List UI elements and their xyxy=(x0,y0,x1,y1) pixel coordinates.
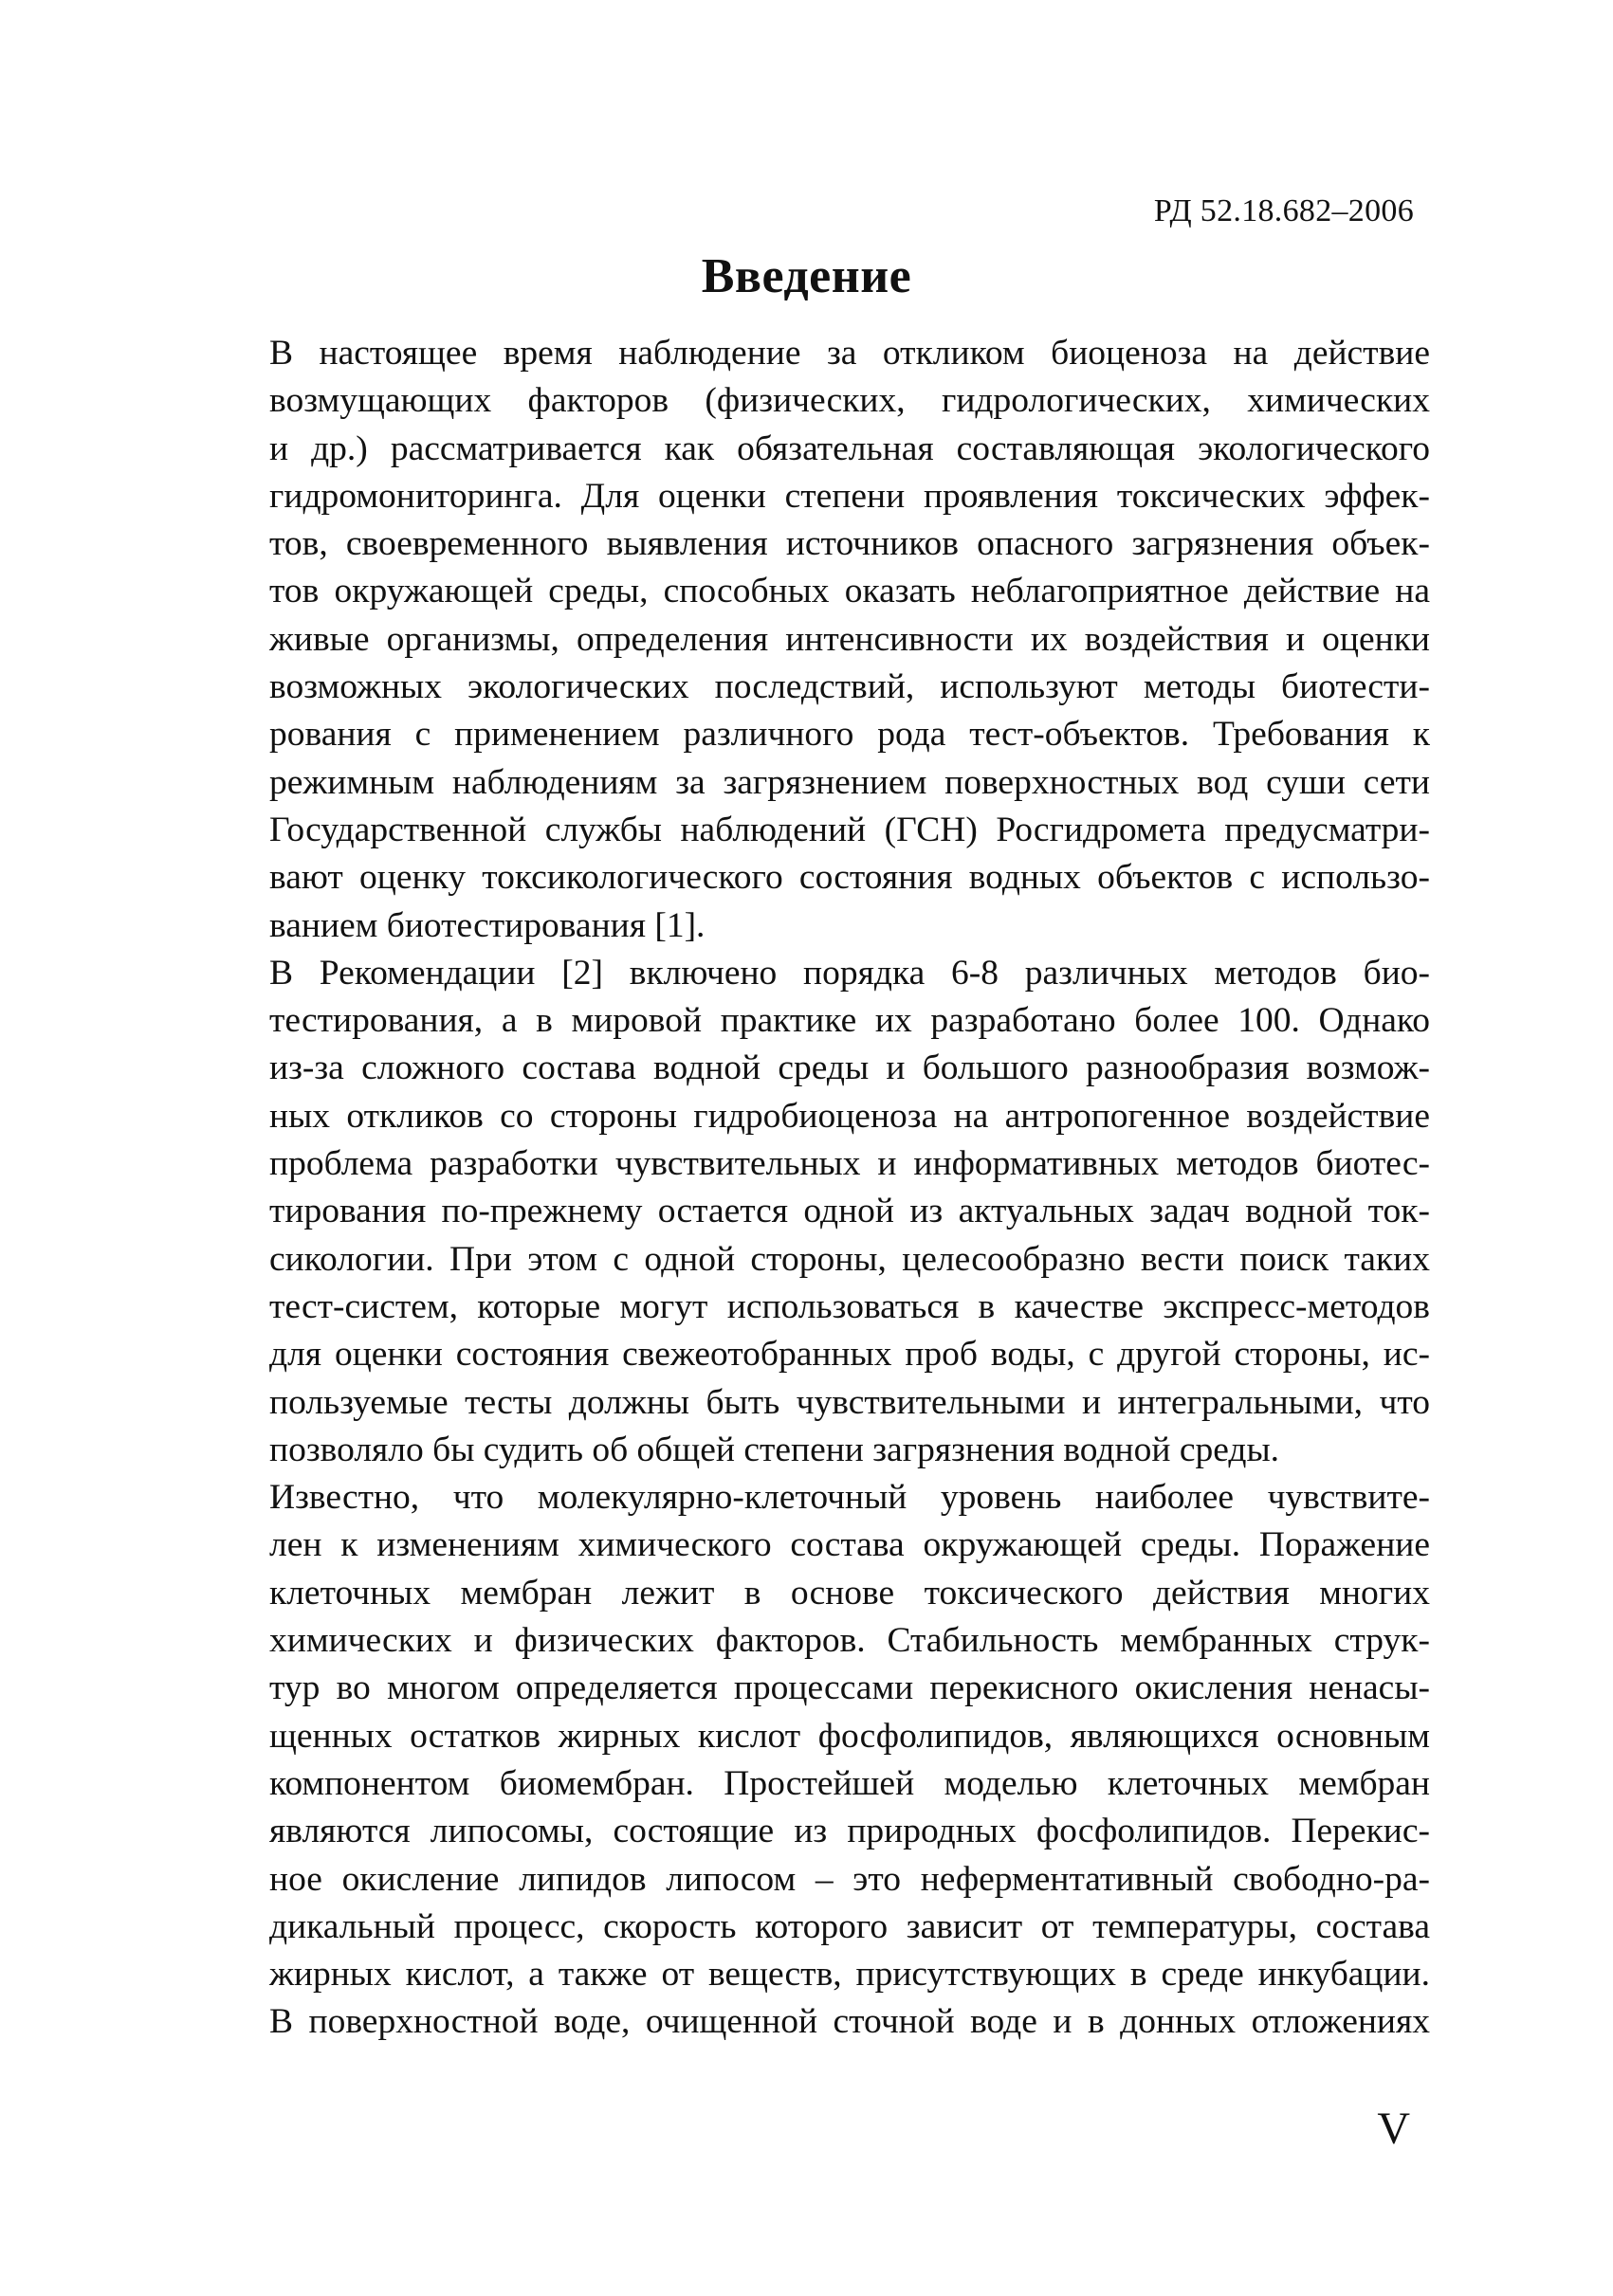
text-line: тирования по-прежнему остается одной из актуальных задач водной ток- xyxy=(269,1192,1430,1231)
text-line: возможных экологических последствий, используют методы биотести- xyxy=(269,667,1430,707)
text-line: для оценки состояния свежеотобранных проб воды, с другой стороны, ис- xyxy=(269,1335,1430,1375)
text-line: гидромониторинга. Для оценки степени проявления токсических эффек- xyxy=(269,476,1430,516)
text-line: дикальный процесс, скорость которого зависит от температуры, состава xyxy=(269,1906,1430,1946)
text-line: являются липосомы, состоящие из природных фосфолипидов. Перекис- xyxy=(269,1812,1430,1851)
text-line: химических и физических факторов. Стабильность мембранных струк- xyxy=(269,1621,1430,1661)
text-line: пользуемые тесты должны быть чувствительными и интегральными, что xyxy=(269,1382,1430,1422)
text-line: позволяло бы судить об общей степени загрязнения водной среды. xyxy=(269,1430,1280,1469)
text-line: ных откликов со стороны гидробиоценоза на антропогенное воздействие xyxy=(269,1096,1430,1136)
document-code: РД 52.18.682–2006 xyxy=(1153,193,1414,228)
text-line: тов окружающей среды, способных оказать неблагоприятное действие на xyxy=(269,572,1430,611)
text-line: Известно, что молекулярно-клеточный уровень наиболее чувствите- xyxy=(269,1478,1430,1518)
text-line: тур во многом определяется процессами перекисного окисления ненасы- xyxy=(269,1668,1430,1708)
text-line: В Рекомендации [2] включено порядка 6-8 различных методов био- xyxy=(269,953,1430,993)
text-line: возмущающих факторов (физических, гидрологических, химических xyxy=(269,381,1430,421)
text-line: режимным наблюдениям за загрязнением поверхностных вод суши сети xyxy=(269,762,1430,802)
text-line: щенных остатков жирных кислот фосфолипидов, являющихся основным xyxy=(269,1716,1430,1756)
text-line: компонентом биомембран. Простейшей моделью клеточных мембран xyxy=(269,1763,1430,1803)
text-line: рования с применением различного рода тест-объектов. Требования к xyxy=(269,715,1430,755)
text-line: тест-систем, которые могут использоваться в качестве экспресс-методов xyxy=(269,1286,1430,1326)
text-line: из-за сложного состава водной среды и большого разнообразия возмож- xyxy=(269,1048,1430,1088)
text-line: сикологии. При этом с одной стороны, целесообразно вести поиск таких xyxy=(269,1239,1430,1279)
text-line: ное окисление липидов липосом – это неферментативный свободно-ра- xyxy=(269,1859,1430,1899)
paragraph xyxy=(195,950,1430,1474)
page-number: V xyxy=(1377,2104,1410,2154)
text-line: клеточных мембран лежит в основе токсического действия многих xyxy=(269,1573,1430,1613)
paragraph xyxy=(195,330,1430,950)
text-line: лен к изменениям химического состава окружающей среды. Поражение xyxy=(269,1525,1430,1565)
text-line: живые организмы, определения интенсивности их воздействия и оценки xyxy=(269,619,1430,659)
text-line: ванием биотестирования [1]. xyxy=(269,905,706,945)
text-line: тестирования, а в мировой практике их разработано более 100. Однако xyxy=(269,1001,1430,1041)
text-line: Государственной службы наблюдений (ГСН) Росгидромета предусматри- xyxy=(269,810,1430,849)
text-line: вают оценку токсикологического состояния водных объектов с использо- xyxy=(269,858,1430,898)
text-line: В настоящее время наблюдение за откликом биоценоза на действие xyxy=(269,334,1430,373)
paragraph xyxy=(195,1474,1430,2047)
body-text xyxy=(195,330,1430,2047)
text-line: тов, своевременного выявления источников опасного загрязнения объек- xyxy=(269,524,1430,564)
section-title: Введение xyxy=(701,249,912,303)
text-line: и др.) рассматривается как обязательная составляющая экологического xyxy=(269,428,1430,468)
text-line: жирных кислот, а также от веществ, присутствующих в среде инкубации. xyxy=(269,1955,1430,1995)
text-line: проблема разработки чувствительных и информативных методов биотес- xyxy=(269,1144,1430,1184)
text-line: В поверхностной воде, очищенной сточной воде и в донных отложениях xyxy=(269,2002,1430,2042)
